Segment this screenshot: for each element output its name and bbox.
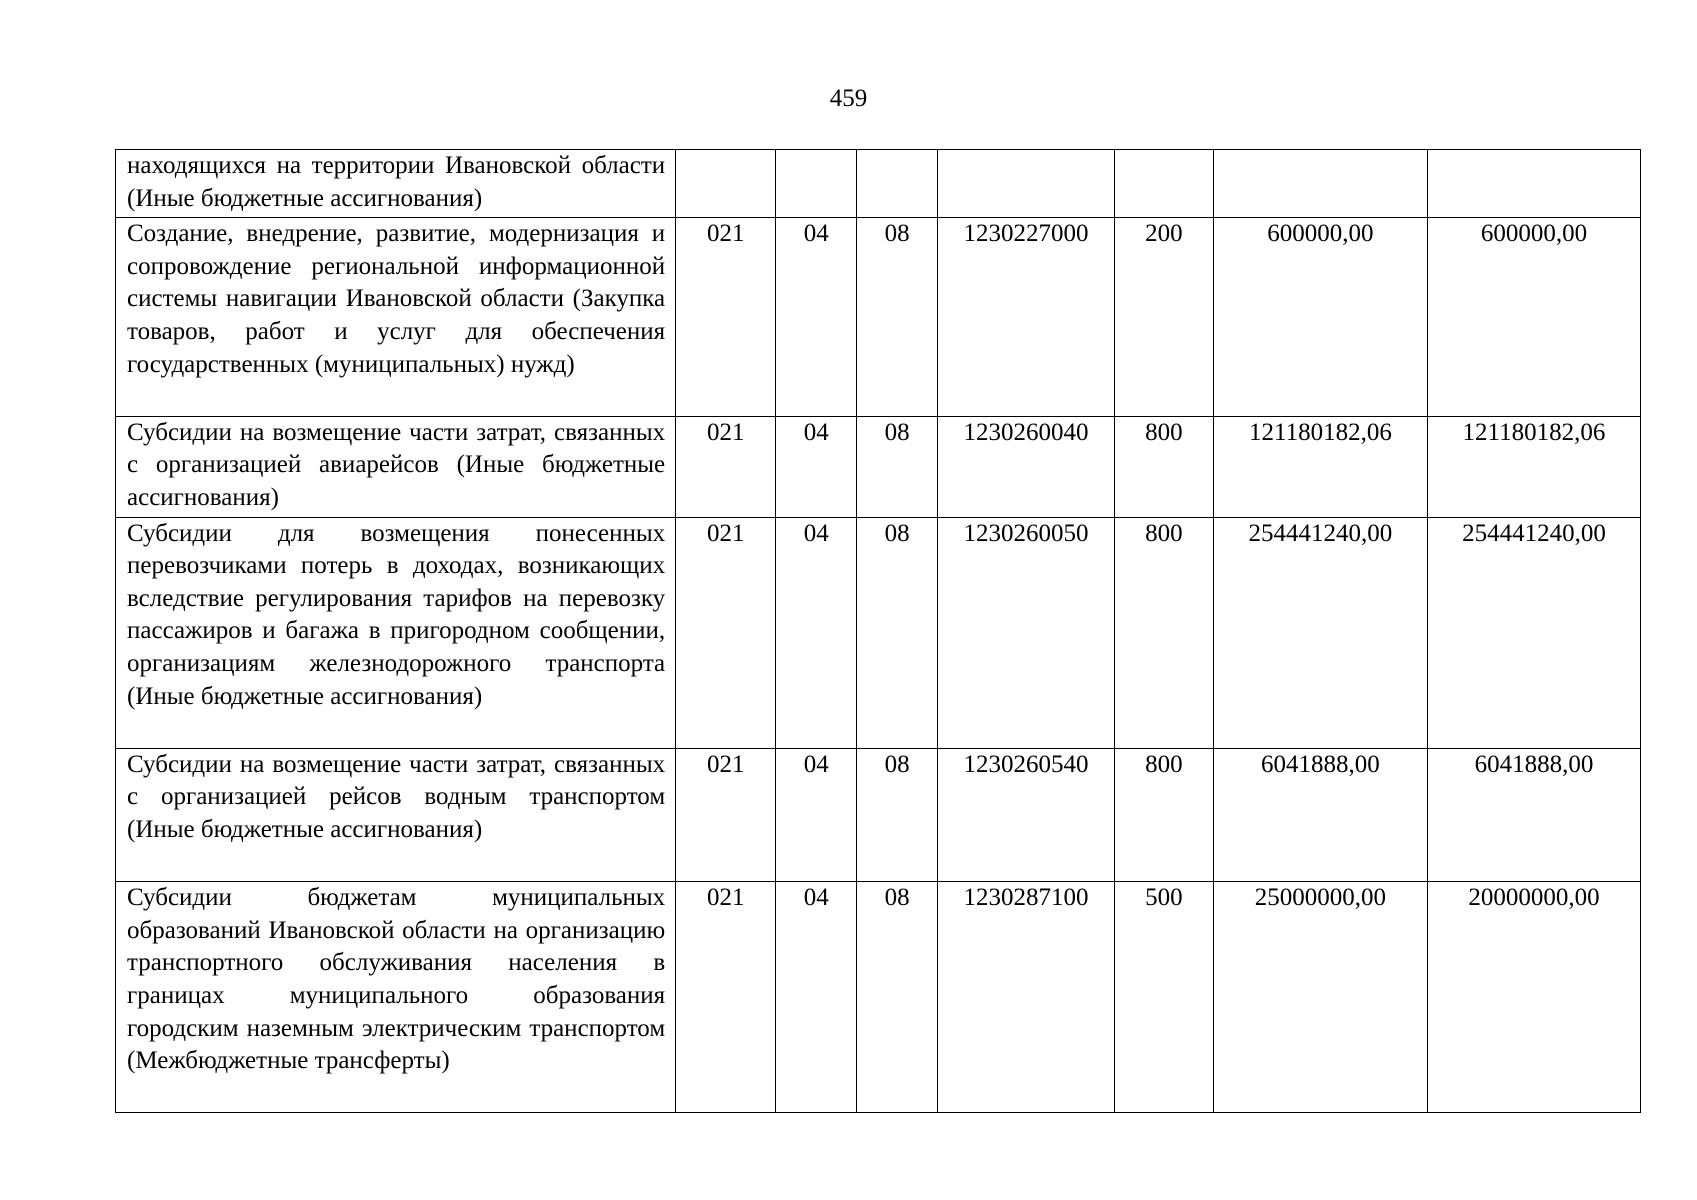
- row-amount-year-2-value: 6041888,00: [1474, 750, 1594, 778]
- page-number: 459: [829, 85, 868, 112]
- row-section-value: 04: [803, 418, 829, 446]
- row-section: [776, 218, 857, 417]
- row-target-article: [938, 150, 1115, 218]
- row-expense-type-value: 800: [1145, 418, 1183, 446]
- row-amount-year-2: [1427, 150, 1640, 218]
- row-expense-type: [1114, 218, 1213, 417]
- row-description: находящихся на территории Ивановской области (Иные бюджетные ассигнования): [116, 150, 676, 218]
- row-amount-year-2: [1427, 748, 1640, 881]
- row-target-article-value: 1230260540: [963, 750, 1089, 778]
- row-target-article: [938, 748, 1115, 881]
- row-ministry-code-value: 021: [706, 418, 745, 446]
- row-amount-year-1: [1213, 882, 1427, 1113]
- row-subsection: [857, 150, 938, 218]
- row-ministry-code: [676, 748, 776, 881]
- budget-table: [115, 149, 1641, 1113]
- row-subsection-value: 08: [884, 750, 910, 778]
- row-amount-year-1-value: 254441240,00: [1248, 519, 1393, 547]
- row-section: [776, 748, 857, 881]
- row-target-article: [938, 218, 1115, 417]
- row-section: [776, 150, 857, 218]
- row-ministry-code: [676, 882, 776, 1113]
- row-amount-year-2-value: 600000,00: [1480, 220, 1588, 248]
- row-ministry-code: [676, 517, 776, 748]
- row-subsection: [857, 517, 938, 748]
- row-ministry-code-value: 021: [706, 750, 745, 778]
- row-amount-year-1-value: 121180182,06: [1249, 418, 1392, 446]
- row-amount-year-2: [1427, 218, 1640, 417]
- row-expense-type: [1114, 748, 1213, 881]
- row-ministry-code: [676, 150, 776, 218]
- row-subsection: [857, 416, 938, 517]
- row-description: Субсидии для возмещения понесенных перевозчиками потерь в доходах, возникающих вследствие регулирования тарифов на перевозку пассажиров и багажа в пригородном сообщении, организациям железнодорожного транспорта (Иные бюджетные ассигнования): [116, 517, 676, 748]
- table-row: [116, 882, 1641, 1113]
- row-target-article: [938, 517, 1115, 748]
- row-target-article-value: 1230227000: [963, 220, 1089, 248]
- row-amount-year-2-value: 20000000,00: [1468, 884, 1600, 912]
- table-row: [116, 517, 1641, 748]
- row-subsection-value: 08: [884, 220, 910, 248]
- budget-table-body: [116, 150, 1641, 1113]
- row-expense-type-value: 500: [1145, 884, 1183, 912]
- row-subsection: [857, 748, 938, 881]
- row-ministry-code-value: 021: [706, 519, 745, 547]
- row-amount-year-2: [1427, 517, 1640, 748]
- row-subsection-value: 08: [884, 884, 910, 912]
- table-row: [116, 218, 1641, 417]
- row-amount-year-1: [1213, 748, 1427, 881]
- table-row: [116, 150, 1641, 218]
- row-target-article-value: 1230260050: [963, 519, 1089, 547]
- table-row: [116, 748, 1641, 881]
- row-description: Создание, внедрение, развитие, модернизация и сопровождение региональной информационной системы навигации Ивановской области (Закупка товаров, работ и услуг для обеспечения государственных (муниципальных) нужд): [116, 218, 676, 417]
- row-subsection-value: 08: [884, 418, 910, 446]
- row-amount-year-1: [1213, 416, 1427, 517]
- row-expense-type: [1114, 882, 1213, 1113]
- row-expense-type: [1114, 150, 1213, 218]
- row-section: [776, 882, 857, 1113]
- row-section-value: 04: [803, 519, 829, 547]
- row-target-article-value: 1230287100: [963, 884, 1089, 912]
- row-section: [776, 517, 857, 748]
- row-subsection-value: 08: [884, 519, 910, 547]
- row-amount-year-2-value: 121180182,06: [1462, 418, 1606, 446]
- row-description: Субсидии на возмещение части затрат, связанных с организацией рейсов водным транспортом (Иные бюджетные ассигнования): [116, 748, 676, 881]
- row-target-article: [938, 882, 1115, 1113]
- row-ministry-code: [676, 416, 776, 517]
- row-section-value: 04: [803, 750, 829, 778]
- row-amount-year-1: [1213, 218, 1427, 417]
- row-ministry-code-value: 021: [706, 884, 745, 912]
- row-subsection: [857, 218, 938, 417]
- row-expense-type-value: 200: [1145, 220, 1183, 248]
- row-target-article: [938, 416, 1115, 517]
- row-amount-year-2: [1427, 882, 1640, 1113]
- row-expense-type: [1114, 517, 1213, 748]
- table-row: [116, 416, 1641, 517]
- row-ministry-code: [676, 218, 776, 417]
- row-amount-year-2-value: 254441240,00: [1462, 519, 1606, 547]
- row-expense-type-value: 800: [1145, 750, 1183, 778]
- row-subsection: [857, 882, 938, 1113]
- row-section-value: 04: [803, 220, 829, 248]
- row-description: Субсидии бюджетам муниципальных образований Ивановской области на организацию транспортного обслуживания населения в границах муниципального образования городским наземным электрическим транспортом (Межбюджетные трансферты): [116, 882, 676, 1113]
- row-description: Субсидии на возмещение части затрат, связанных с организацией авиарейсов (Иные бюджетные ассигнования): [116, 416, 676, 517]
- row-amount-year-1-value: 600000,00: [1267, 220, 1374, 248]
- row-target-article-value: 1230260040: [963, 418, 1089, 446]
- row-expense-type-value: 800: [1145, 519, 1183, 547]
- row-amount-year-1: [1213, 517, 1427, 748]
- row-amount-year-1-value: 25000000,00: [1254, 884, 1387, 912]
- row-section-value: 04: [803, 884, 829, 912]
- row-amount-year-1: [1213, 150, 1427, 218]
- row-ministry-code-value: 021: [706, 220, 745, 248]
- row-amount-year-1-value: 6041888,00: [1261, 750, 1380, 778]
- row-expense-type: [1114, 416, 1213, 517]
- row-section: [776, 416, 857, 517]
- row-amount-year-2: [1427, 416, 1640, 517]
